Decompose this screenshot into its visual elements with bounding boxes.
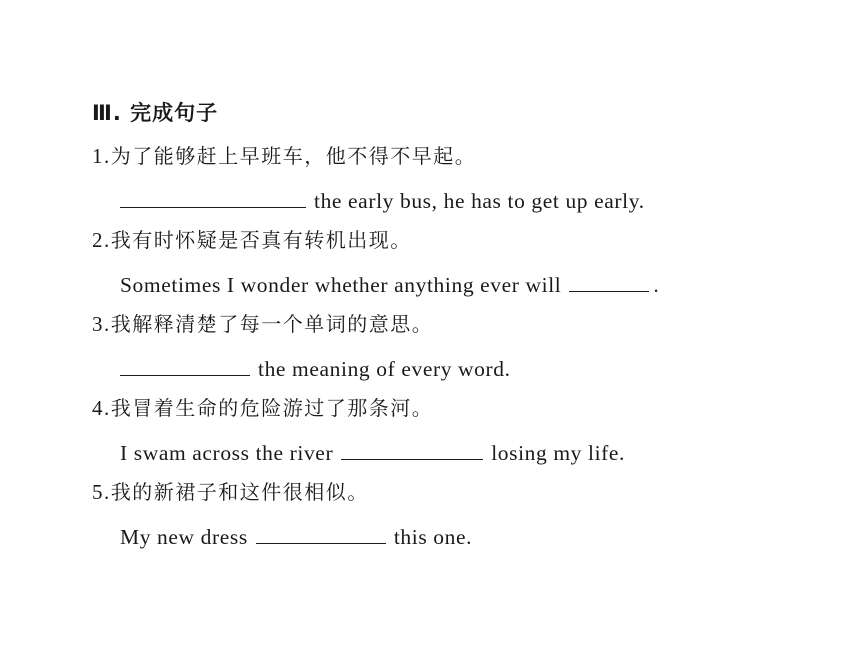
item-5-english (120, 519, 472, 549)
item-3-chinese-text: 我解释清楚了每一个单词的意思。 (110, 312, 434, 336)
item-5-english-before: My new dress (120, 525, 248, 549)
item-2-english-after: . (653, 273, 660, 297)
item-1-english-after: the early bus, he has to get up early. (314, 189, 645, 213)
item-2-chinese (92, 225, 412, 255)
item-3-blank[interactable] (120, 351, 250, 376)
item-5-number: 5. (92, 480, 111, 504)
item-1-chinese-text: 为了能够赶上早班车，他不得不早起。 (110, 144, 477, 168)
item-2-chinese-text: 我有时怀疑是否真有转机出现。 (110, 228, 412, 252)
item-3-number: 3. (92, 312, 111, 336)
item-2-blank[interactable] (569, 267, 649, 292)
item-3-english (120, 351, 511, 381)
item-4-number: 4. (92, 396, 111, 420)
section-heading: Ⅲ. 完成句子 (92, 101, 219, 125)
item-1-blank[interactable] (120, 183, 306, 208)
item-4-chinese (92, 393, 433, 423)
item-5-chinese-text: 我的新裙子和这件很相似。 (110, 480, 369, 504)
item-4-blank[interactable] (341, 435, 483, 460)
item-3-chinese (92, 309, 433, 339)
item-1-number: 1. (92, 144, 111, 168)
item-4-english-after: losing my life. (491, 441, 626, 465)
item-5-blank[interactable] (256, 519, 386, 544)
item-4-english (120, 435, 625, 465)
item-4-english-before: I swam across the river (120, 441, 334, 465)
item-1-chinese (92, 141, 476, 171)
item-5-chinese (92, 477, 369, 507)
item-1-english (120, 183, 645, 213)
item-3-english-after: the meaning of every word. (258, 357, 511, 381)
item-2-english (120, 267, 659, 297)
item-5-english-after: this one. (393, 525, 473, 549)
item-4-chinese-text: 我冒着生命的危险游过了那条河。 (110, 396, 434, 420)
item-2-english-before: Sometimes I wonder whether anything ever will (120, 273, 562, 297)
item-2-number: 2. (92, 228, 111, 252)
